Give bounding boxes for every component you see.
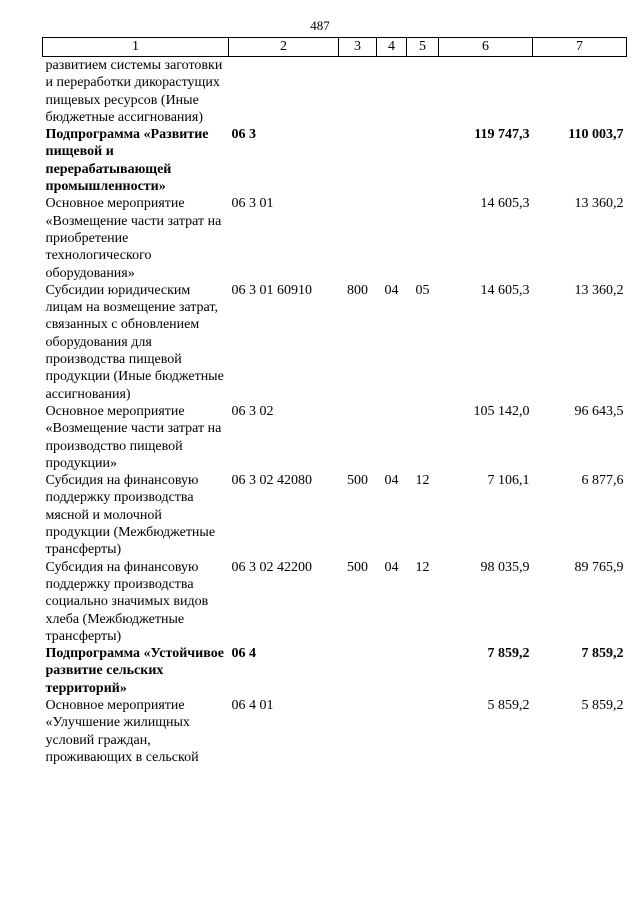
header-cell: 5 [407, 38, 439, 57]
row-subsection [407, 403, 439, 472]
row-amount-year1: 5 859,2 [487, 697, 530, 713]
row-name: Субсидия на финансовую поддержку производства мясной и молочной продукции (Межбюджетные трансферты) [45, 473, 216, 558]
row-amount-year2 [533, 57, 627, 127]
row-section [377, 195, 407, 281]
row-amount-year1 [439, 57, 533, 127]
row-subsection [407, 126, 439, 195]
row-name: Основное мероприятие «Возмещение части затрат на приобретение технологического оборудования» [45, 196, 222, 281]
row-amount-year1: 119 747,3 [474, 127, 530, 143]
row-subsection [407, 195, 439, 281]
row-code [229, 57, 339, 127]
table-row [43, 282, 627, 403]
row-amount-year2: 110 003,7 [568, 127, 624, 143]
row-section: 04 [384, 282, 399, 298]
row-expense-type: 500 [347, 559, 368, 575]
row-expense-type [339, 195, 377, 281]
row-name: развитием системы заготовки и переработки дикорастущих пищевых ресурсов (Иные бюджетные ассигнования) [45, 58, 223, 125]
table-row [43, 472, 627, 558]
table-row [43, 403, 627, 472]
row-subsection [407, 645, 439, 697]
row-expense-type [339, 697, 377, 766]
row-subsection [407, 697, 439, 766]
row-expense-type [339, 57, 377, 127]
row-subsection [407, 57, 439, 127]
row-amount-year2: 13 360,2 [574, 196, 624, 212]
row-name: Основное мероприятие «Возмещение части затрат на производство пищевой продукции» [45, 403, 222, 471]
row-amount-year2: 89 765,9 [574, 559, 624, 575]
row-code: 06 4 [231, 646, 256, 662]
row-name: Основное мероприятие «Улучшение жилищных условий граждан, проживающих в сельской [45, 697, 199, 765]
row-code: 06 3 02 42080 [231, 473, 312, 489]
row-section: 04 [384, 473, 399, 489]
header-cell: 6 [439, 38, 533, 57]
row-section [377, 57, 407, 127]
table-row [43, 126, 627, 195]
row-code: 06 3 02 42200 [231, 559, 312, 575]
header-cell: 7 [533, 38, 627, 57]
table-body [43, 57, 627, 767]
row-amount-year2: 6 877,6 [581, 473, 624, 489]
row-section [377, 403, 407, 472]
budget-table [42, 37, 627, 766]
row-amount-year1: 98 035,9 [480, 559, 530, 575]
row-section: 04 [384, 559, 399, 575]
table-row [43, 57, 627, 127]
row-name: Субсидии юридическим лицам на возмещение затрат, связанных с обновлением оборудования для производства пищевой продукции (Иные бюджетные ассигнования) [45, 282, 224, 402]
row-section [377, 645, 407, 697]
row-amount-year2: 5 859,2 [581, 697, 624, 713]
row-amount-year1: 14 605,3 [480, 196, 530, 212]
row-amount-year1: 7 106,1 [487, 473, 530, 489]
row-amount-year1: 105 142,0 [473, 403, 530, 419]
table-row [43, 697, 627, 766]
row-amount-year1: 14 605,3 [480, 282, 530, 298]
row-subsection: 12 [415, 559, 430, 575]
row-amount-year1: 7 859,2 [487, 646, 530, 662]
row-expense-type: 500 [347, 473, 368, 489]
row-code: 06 3 [231, 127, 256, 143]
row-amount-year2: 13 360,2 [574, 282, 624, 298]
header-cell: 1 [43, 38, 229, 57]
row-subsection: 05 [415, 282, 430, 298]
row-name: Подпрограмма «Устойчивое развитие сельских территорий» [45, 646, 224, 696]
row-code: 06 4 01 [231, 697, 274, 713]
header-row [43, 38, 627, 57]
table-row [43, 195, 627, 281]
row-expense-type [339, 403, 377, 472]
row-subsection: 12 [415, 473, 430, 489]
row-section [377, 697, 407, 766]
table-row [43, 645, 627, 697]
row-expense-type [339, 126, 377, 195]
header-cell: 2 [229, 38, 339, 57]
row-section [377, 126, 407, 195]
row-amount-year2: 7 859,2 [581, 646, 624, 662]
row-name: Субсидия на финансовую поддержку производства социально значимых видов хлеба (Межбюджетные трансферты) [45, 559, 209, 644]
header-cell: 3 [339, 38, 377, 57]
row-code: 06 3 02 [231, 403, 274, 419]
header-cell: 4 [377, 38, 407, 57]
row-amount-year2: 96 643,5 [574, 403, 624, 419]
page-number: 487 [310, 18, 330, 33]
row-code: 06 3 01 60910 [231, 282, 312, 298]
row-expense-type: 800 [347, 282, 368, 298]
row-name: Подпрограмма «Развитие пищевой и перерабатывающей промышленности» [45, 127, 209, 195]
table-row [43, 559, 627, 645]
row-expense-type [339, 645, 377, 697]
row-code: 06 3 01 [231, 196, 274, 212]
